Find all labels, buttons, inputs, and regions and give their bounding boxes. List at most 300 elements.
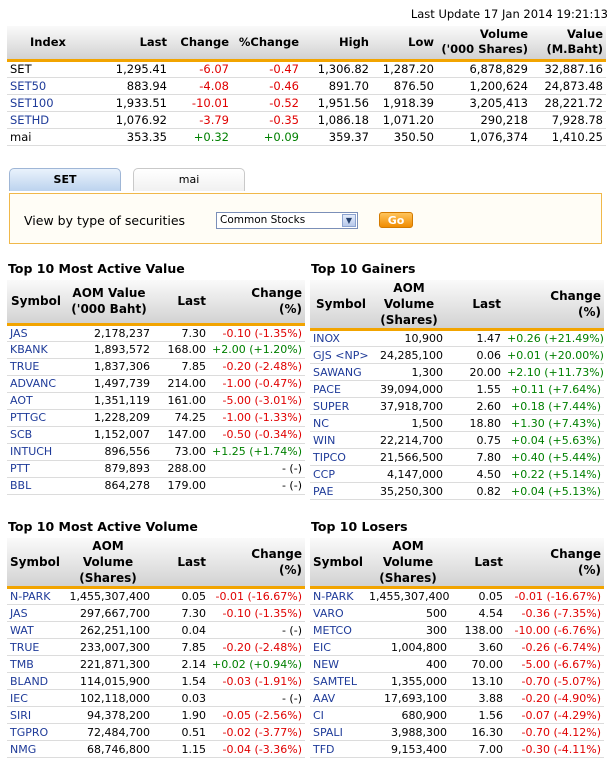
symbol-link[interactable]: SAWANG (313, 365, 362, 379)
aom-cell: 3,988,300 (391, 725, 447, 739)
table-row (7, 341, 305, 358)
change-cell: +2.00 (+1.20%) (212, 343, 302, 356)
aom-cell: 1,500 (411, 416, 443, 430)
aom-cell: 1,351,119 (94, 394, 150, 407)
last-cell: 1.90 (181, 708, 206, 722)
index-value: 1,410.25 (551, 129, 603, 144)
table-row (310, 364, 604, 381)
change-cell: -0.07 (-4.29%) (521, 708, 601, 722)
last-cell: 7.30 (181, 606, 206, 620)
av-col-symbol: Symbol (7, 280, 65, 324)
aom-cell: 4,147,000 (387, 467, 443, 481)
change-cell: +0.40 (+5.44%) (511, 450, 601, 464)
last-update: Last Update 17 Jan 2014 19:21:13 (410, 7, 608, 21)
symbol-link[interactable]: SUPER (313, 399, 350, 413)
securities-type-value: Common Stocks (220, 214, 306, 226)
aom-cell: 22,214,700 (380, 433, 443, 447)
symbol-link[interactable]: AOT (10, 394, 33, 407)
change-cell: - (-) (281, 462, 302, 475)
symbol-link[interactable]: TFD (313, 742, 335, 756)
table-row (7, 477, 305, 494)
col-low: Low (372, 26, 437, 60)
symbol-cell (310, 741, 366, 758)
symbol-cell (310, 330, 372, 347)
symbol-cell (310, 347, 372, 364)
symbol-link[interactable]: IEC (10, 691, 28, 705)
symbol-link[interactable]: PTT (10, 462, 30, 475)
symbol-link[interactable]: PACE (313, 382, 341, 396)
aom-cell: 221,871,300 (80, 657, 150, 671)
change-cell: +2.10 (+11.73%) (507, 365, 604, 379)
symbol-link[interactable]: ADVANC (10, 377, 57, 390)
symbol-link[interactable]: JAS (10, 326, 28, 340)
index-pct-change: +0.09 (263, 129, 299, 144)
change-cell: -1.00 (-0.47%) (222, 377, 302, 390)
symbol-link[interactable]: TGPRO (10, 725, 49, 739)
last-cell: 3.88 (478, 691, 503, 705)
change-cell: +0.01 (+20.00%) (507, 348, 604, 362)
table-row (310, 690, 604, 707)
losers-table (310, 538, 604, 758)
symbol-link[interactable]: CI (313, 708, 324, 722)
aom-cell: 1,152,007 (94, 428, 150, 441)
change-cell: +1.30 (+7.43%) (511, 416, 601, 430)
symbol-cell (7, 741, 63, 758)
g-col-volume: AOM Volume (Shares) (372, 280, 446, 330)
symbol-cell (310, 381, 372, 398)
change-cell: -0.05 (-2.56%) (222, 708, 302, 722)
table-row (310, 605, 604, 622)
last-cell: 7.30 (181, 326, 206, 340)
table-row (310, 466, 604, 483)
table-row (310, 381, 604, 398)
symbol-cell (310, 656, 366, 673)
last-cell: 16.30 (471, 725, 503, 739)
table-row (7, 622, 305, 639)
symbol-link[interactable]: PTTGC (10, 411, 47, 424)
active-value-title: Top 10 Most Active Value (8, 261, 185, 276)
change-cell: -0.20 (-4.90%) (521, 691, 601, 705)
index-volume: 1,200,624 (469, 78, 528, 93)
change-cell: -0.26 (-6.74%) (521, 640, 601, 654)
table-row (310, 483, 604, 500)
table-row (7, 375, 305, 392)
change-cell: -5.00 (-6.67%) (521, 657, 601, 671)
change-cell: -0.20 (-2.48%) (222, 360, 302, 373)
index-name: mai (10, 129, 32, 144)
symbol-link[interactable]: INTUCH (10, 445, 53, 458)
losers-title: Top 10 Losers (311, 519, 408, 534)
index-pct-change: -0.46 (269, 78, 299, 93)
index-high: 1,086.18 (317, 112, 369, 127)
table-row (7, 656, 305, 673)
g-col-symbol: Symbol (310, 280, 372, 330)
change-cell: -0.20 (-2.48%) (222, 640, 302, 654)
aom-cell: 1,300 (411, 365, 443, 379)
last-cell: 0.06 (476, 348, 501, 362)
change-cell: +1.25 (+1.74%) (212, 445, 302, 458)
col-last: Last (89, 26, 170, 60)
table-row (7, 443, 305, 460)
index-pct-change: -0.47 (269, 62, 299, 76)
aom-cell: 24,285,100 (380, 348, 443, 362)
index-change: -3.79 (199, 112, 229, 127)
symbol-link[interactable]: TMB (10, 657, 34, 671)
index-row (7, 60, 606, 77)
change-cell: -0.04 (-3.36%) (222, 742, 302, 756)
index-low: 1,071.20 (382, 112, 434, 127)
index-pct-change: -0.35 (269, 112, 299, 127)
change-cell: +0.04 (+5.63%) (511, 433, 601, 447)
index-name-cell (7, 60, 89, 77)
l-col-symbol: Symbol (310, 538, 366, 588)
last-cell: 0.75 (476, 433, 501, 447)
index-change: -4.08 (199, 78, 229, 93)
symbol-link[interactable]: WAT (10, 623, 34, 637)
symbol-cell (310, 449, 372, 466)
avol-col-last: Last (153, 538, 209, 588)
last-cell: 1.55 (476, 382, 501, 396)
last-cell: 138.00 (464, 623, 503, 637)
last-cell: 4.54 (478, 606, 503, 620)
table-row (310, 622, 604, 639)
change-cell: -10.00 (-6.76%) (514, 623, 601, 637)
change-cell: +0.26 (+21.49%) (507, 332, 604, 345)
table-row (310, 673, 604, 690)
symbol-link[interactable]: METCO (313, 623, 352, 637)
last-cell: 147.00 (167, 428, 206, 441)
symbol-link[interactable]: AAV (313, 691, 336, 705)
symbol-link[interactable]: EIC (313, 640, 331, 654)
symbol-link[interactable]: TRUE (10, 640, 40, 654)
aom-cell: 233,007,300 (80, 640, 150, 654)
index-link-set100[interactable]: SET100 (10, 95, 54, 110)
table-row (7, 324, 305, 341)
symbol-link[interactable]: NMG (10, 742, 37, 756)
tab-mai[interactable]: mai (133, 168, 245, 191)
last-cell: 2.14 (181, 657, 206, 671)
index-link-set50[interactable]: SET50 (10, 78, 47, 93)
index-row (7, 111, 606, 128)
av-col-value: AOM Value ('000 Baht) (65, 280, 153, 324)
symbol-cell (7, 443, 65, 460)
index-last: 883.94 (126, 78, 167, 93)
aom-cell: 1,455,307,400 (69, 590, 150, 603)
symbol-link[interactable]: GJS <NP> (313, 348, 369, 362)
aom-cell: 1,455,307,400 (369, 590, 450, 603)
filter-panel (9, 193, 602, 244)
index-name-cell (7, 128, 89, 145)
symbol-cell (7, 656, 63, 673)
index-change: -10.01 (191, 95, 229, 110)
last-cell: 7.00 (478, 742, 503, 756)
symbol-cell (7, 707, 63, 724)
aom-cell: 37,918,700 (380, 399, 443, 413)
table-row (7, 690, 305, 707)
filter-label: View by type of securities (24, 213, 186, 228)
symbol-link[interactable]: N-PARK (10, 590, 51, 603)
col-volume: Volume ('000 Shares) (437, 26, 531, 60)
table-row (7, 358, 305, 375)
table-row (310, 398, 604, 415)
aom-cell: 1,893,572 (94, 343, 150, 356)
table-row (310, 588, 604, 605)
symbol-cell (310, 690, 366, 707)
aom-cell: 21,566,500 (380, 450, 443, 464)
table-row (7, 741, 305, 758)
symbol-link[interactable]: SAMTEL (313, 674, 357, 688)
change-cell: - (-) (281, 623, 302, 637)
avol-col-volume: AOM Volume (Shares) (63, 538, 153, 588)
index-row (7, 128, 606, 145)
symbol-link[interactable]: PAE (313, 484, 334, 498)
table-row (310, 330, 604, 347)
change-cell: -0.50 (-0.34%) (222, 428, 302, 441)
index-last: 353.35 (126, 129, 167, 144)
aom-cell: 72,484,700 (87, 725, 150, 739)
symbol-cell (7, 324, 65, 341)
table-row (310, 639, 604, 656)
aom-cell: 2,178,237 (94, 326, 150, 340)
change-cell: -0.01 (-16.67%) (514, 590, 601, 603)
index-volume: 1,076,374 (469, 129, 528, 144)
symbol-link[interactable]: TIPCO (313, 450, 346, 464)
table-row (310, 432, 604, 449)
index-volume: 6,878,829 (469, 62, 528, 76)
symbol-cell (7, 477, 65, 494)
change-cell: +0.04 (+5.13%) (511, 484, 601, 498)
aom-cell: 10,900 (404, 332, 443, 345)
symbol-link[interactable]: WIN (313, 433, 336, 447)
index-value: 28,221.72 (544, 95, 603, 110)
index-value: 24,873.48 (544, 78, 603, 93)
last-cell: 0.03 (181, 691, 206, 705)
symbol-link[interactable]: CCP (313, 467, 335, 481)
g-col-change: Change (%) (504, 280, 604, 330)
index-low: 1,918.39 (382, 95, 434, 110)
table-row (7, 707, 305, 724)
symbol-cell (7, 622, 63, 639)
last-cell: 7.80 (476, 450, 501, 464)
table-row (7, 724, 305, 741)
symbol-cell (7, 724, 63, 741)
last-cell: 168.00 (167, 343, 206, 356)
symbol-cell (310, 415, 372, 432)
index-row (7, 77, 606, 94)
last-cell: 4.50 (476, 467, 501, 481)
index-volume: 290,218 (480, 112, 528, 127)
aom-cell: 297,667,700 (80, 606, 150, 620)
last-cell: 74.25 (174, 411, 206, 424)
index-high: 1,951.56 (317, 95, 369, 110)
last-cell: 0.04 (181, 623, 206, 637)
change-cell: +0.22 (+5.14%) (511, 467, 601, 481)
symbol-link[interactable]: KBANK (10, 343, 48, 356)
symbol-link[interactable]: SCB (10, 428, 33, 441)
last-cell: 0.51 (181, 725, 206, 739)
table-row (7, 426, 305, 443)
aom-cell: 896,556 (104, 445, 150, 458)
aom-cell: 1,004,800 (391, 640, 447, 654)
change-cell: -0.03 (-1.91%) (222, 674, 302, 688)
l-col-last: Last (450, 538, 506, 588)
aom-cell: 400 (426, 657, 447, 671)
change-cell: -0.10 (-1.35%) (222, 606, 302, 620)
table-row (310, 741, 604, 758)
symbol-cell (310, 483, 372, 500)
last-cell: 0.05 (181, 590, 206, 603)
symbol-link[interactable]: NEW (313, 657, 340, 671)
change-cell: -0.70 (-4.12%) (521, 725, 601, 739)
symbol-cell (310, 707, 366, 724)
symbol-cell (310, 398, 372, 415)
index-row (7, 94, 606, 111)
change-cell: - (-) (281, 479, 302, 492)
index-name-cell (7, 94, 89, 111)
index-low: 1,287.20 (382, 62, 434, 76)
col-change: Change (170, 26, 232, 60)
table-row (7, 639, 305, 656)
symbol-cell (310, 724, 366, 741)
symbol-link[interactable]: NC (313, 416, 329, 430)
index-high: 359.37 (328, 129, 369, 144)
symbol-cell (7, 460, 65, 477)
l-col-volume: AOM Volume (Shares) (366, 538, 450, 588)
index-high: 1,306.82 (317, 62, 369, 76)
symbol-cell (310, 364, 372, 381)
last-cell: 7.85 (181, 640, 206, 654)
symbol-link[interactable]: SIRI (10, 708, 32, 722)
last-cell: 1.54 (181, 674, 206, 688)
last-cell: 214.00 (167, 377, 206, 390)
last-cell: 1.47 (476, 332, 501, 345)
table-row (7, 605, 305, 622)
aom-cell: 1,497,739 (94, 377, 150, 390)
last-cell: 20.00 (469, 365, 501, 379)
symbol-link[interactable]: N-PARK (313, 590, 354, 603)
symbol-link[interactable]: TRUE (10, 360, 40, 373)
change-cell: -0.36 (-7.35%) (521, 606, 601, 620)
table-row (310, 449, 604, 466)
symbol-cell (7, 588, 63, 605)
symbol-link[interactable]: VARO (313, 606, 344, 620)
index-name-cell (7, 77, 89, 94)
symbol-link[interactable]: INOX (313, 332, 340, 345)
aom-cell: 17,693,100 (384, 691, 447, 705)
col-index: Index (7, 26, 89, 60)
symbol-link[interactable]: BBL (10, 479, 32, 492)
aom-cell: 864,278 (104, 479, 150, 492)
gainers-table (310, 280, 604, 500)
last-cell: 161.00 (167, 394, 206, 407)
aom-cell: 35,250,300 (380, 484, 443, 498)
symbol-link[interactable]: BLAND (10, 674, 49, 688)
col-pct-change: %Change (232, 26, 302, 60)
change-cell: +0.18 (+7.44%) (511, 399, 601, 413)
col-high: High (302, 26, 372, 60)
change-cell: -0.30 (-4.11%) (521, 742, 601, 756)
index-low: 876.50 (393, 78, 434, 93)
change-cell: -0.10 (-1.35%) (222, 326, 302, 340)
index-pct-change: -0.52 (269, 95, 299, 110)
col-value: Value (M.Baht) (531, 26, 606, 60)
change-cell: -1.00 (-1.33%) (222, 411, 302, 424)
last-cell: 1.15 (181, 742, 206, 756)
aom-cell: 680,900 (401, 708, 447, 722)
avol-col-change: Change (%) (209, 538, 305, 588)
securities-type-select[interactable] (216, 212, 358, 229)
aom-cell: 102,118,000 (80, 691, 150, 705)
tab-set[interactable]: SET (9, 168, 121, 191)
index-last: 1,076.92 (115, 112, 167, 127)
active-volume-title: Top 10 Most Active Volume (8, 519, 198, 534)
go-button[interactable]: Go (379, 212, 413, 228)
aom-cell: 1,837,306 (94, 360, 150, 373)
table-row (310, 656, 604, 673)
change-cell: -0.01 (-16.67%) (215, 590, 302, 603)
change-cell: -0.02 (-3.77%) (222, 725, 302, 739)
index-high: 891.70 (328, 78, 369, 93)
active-value-table (7, 280, 305, 495)
symbol-cell (310, 605, 366, 622)
last-cell: 288.00 (167, 462, 206, 475)
symbol-cell (310, 588, 366, 605)
table-row (7, 392, 305, 409)
last-cell: 73.00 (174, 445, 206, 458)
table-row (7, 673, 305, 690)
symbol-link[interactable]: SPALI (313, 725, 343, 739)
last-cell: 2.60 (476, 399, 501, 413)
change-cell: +0.11 (+7.64%) (511, 382, 601, 396)
last-cell: 0.05 (478, 590, 503, 603)
aom-cell: 94,378,200 (87, 708, 150, 722)
symbol-cell (7, 358, 65, 375)
index-last: 1,295.41 (115, 62, 167, 76)
aom-cell: 9,153,400 (391, 742, 447, 756)
active-volume-table (7, 538, 305, 758)
symbol-cell (7, 341, 65, 358)
symbol-cell (7, 409, 65, 426)
last-cell: 179.00 (167, 479, 206, 492)
table-row (7, 460, 305, 477)
symbol-cell (310, 622, 366, 639)
table-row (7, 588, 305, 605)
symbol-link[interactable]: JAS (10, 606, 28, 620)
table-row (310, 415, 604, 432)
change-cell: -5.00 (-3.01%) (222, 394, 302, 407)
aom-cell: 39,094,000 (380, 382, 443, 396)
index-low: 350.50 (393, 129, 434, 144)
symbol-cell (7, 690, 63, 707)
last-cell: 0.82 (476, 484, 501, 498)
symbol-cell (7, 426, 65, 443)
aom-cell: 300 (426, 623, 447, 637)
index-table (7, 26, 606, 146)
index-name: SET (10, 62, 32, 76)
symbol-cell (7, 605, 63, 622)
aom-cell: 1,228,209 (94, 411, 150, 424)
change-cell: - (-) (281, 691, 302, 705)
index-link-sethd[interactable]: SETHD (10, 112, 50, 127)
index-change: -6.07 (199, 62, 229, 76)
last-cell: 70.00 (471, 657, 503, 671)
index-value: 7,928.78 (551, 112, 603, 127)
symbol-cell (310, 639, 366, 656)
index-volume: 3,205,413 (469, 95, 528, 110)
symbol-cell (310, 673, 366, 690)
change-cell: -0.70 (-5.07%) (521, 674, 601, 688)
av-col-change: Change (%) (209, 280, 305, 324)
